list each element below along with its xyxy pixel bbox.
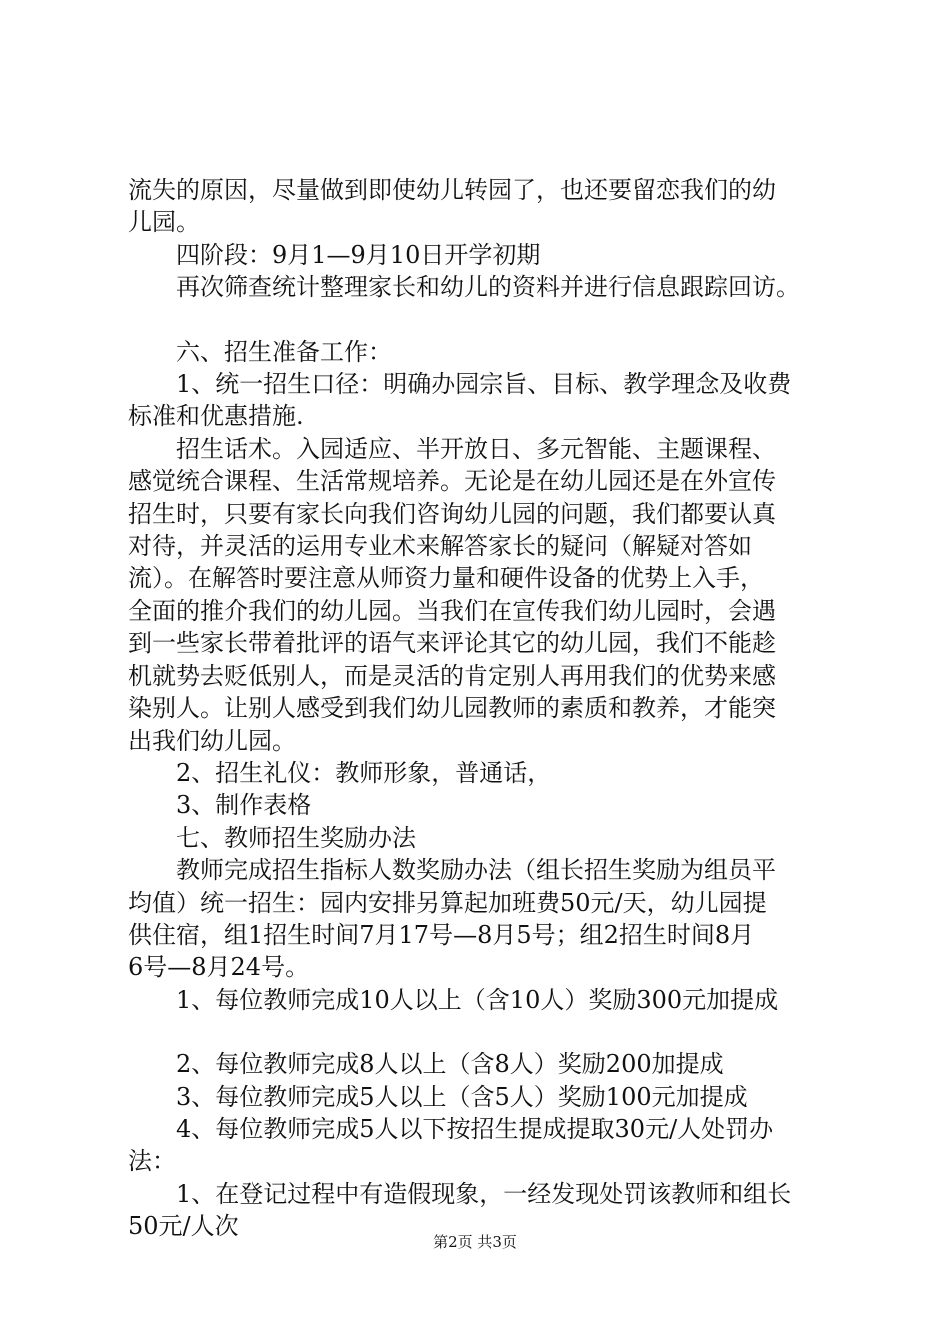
document-body xyxy=(128,174,848,1243)
text-line: 50元/人次 xyxy=(128,1212,239,1241)
text-line: 1、每位教师完成10人以上（含10人）奖励300元加提成 xyxy=(128,985,779,1014)
text-line: 法： xyxy=(128,1147,176,1176)
text-line: 招生话术。入园适应、半开放日、多元智能、主题课程、 xyxy=(128,434,776,463)
page-number-footer: 第2页 共3页 xyxy=(433,1233,517,1251)
text-line: 3、每位教师完成5人以上（含5人）奖励100元加提成 xyxy=(128,1082,748,1111)
text-line: 再次筛查统计整理家长和幼儿的资料并进行信息跟踪回访。 xyxy=(128,273,800,302)
text-line: 2、招生礼仪：教师形象，普通话， xyxy=(128,758,552,787)
section-heading: 七、教师招生奖励办法 xyxy=(128,823,416,852)
text-line: 儿园。 xyxy=(128,208,200,237)
paragraph-gap xyxy=(128,304,848,336)
text-line: 3、制作表格 xyxy=(128,791,312,820)
text-line: 到一些家长带着批评的语气来评论其它的幼儿园，我们不能趁 xyxy=(128,629,776,658)
text-line: 流失的原因，尽量做到即使幼儿转园了，也还要留恋我们的幼 xyxy=(128,176,776,204)
section-heading: 六、招生准备工作： xyxy=(128,337,392,366)
text-line: 出我们幼儿园。 xyxy=(128,726,296,755)
text-line: 1、统一招生口径：明确办园宗旨、目标、教学理念及收费 xyxy=(128,370,792,399)
text-line: 1、在登记过程中有造假现象，一经发现处罚该教师和组长 xyxy=(128,1179,792,1208)
text-line: 标准和优惠措施. xyxy=(128,402,304,431)
text-line: 4、每位教师完成5人以下按招生提成提取30元/人处罚办 xyxy=(128,1114,774,1143)
text-line: 2、每位教师完成8人以上（含8人）奖励200加提成 xyxy=(128,1050,724,1079)
text-line: 供住宿，组1招生时间7月17号—8月5号；组2招生时间8月 xyxy=(128,920,755,949)
text-line: 染别人。让别人感受到我们幼儿园教师的素质和教养，才能突 xyxy=(128,694,776,723)
text-line: 四阶段：9月1—9月10日开学初期 xyxy=(128,240,541,269)
text-line: 流）。在解答时要注意从师资力量和硬件设备的优势上入手， xyxy=(128,564,764,593)
text-line: 机就势去贬低别人，而是灵活的肯定别人再用我们的优势来感 xyxy=(128,661,776,690)
paragraph-gap xyxy=(128,1016,848,1048)
text-line: 全面的推介我们的幼儿园。当我们在宣传我们幼儿园时，会遇 xyxy=(128,596,776,625)
text-line: 感觉统合课程、生活常规培养。无论是在幼儿园还是在外宣传 xyxy=(128,467,776,496)
text-line: 均值）统一招生：园内安排另算起加班费50元/天，幼儿园提 xyxy=(128,888,767,917)
text-line: 教师完成招生指标人数奖励办法（组长招生奖励为组员平 xyxy=(128,856,776,885)
text-line: 6号—8月24号。 xyxy=(128,953,310,982)
text-line: 对待，并灵活的运用专业术来解答家长的疑问（解疑对答如 xyxy=(128,532,752,561)
text-line: 招生时，只要有家长向我们咨询幼儿园的问题，我们都要认真 xyxy=(128,499,776,528)
